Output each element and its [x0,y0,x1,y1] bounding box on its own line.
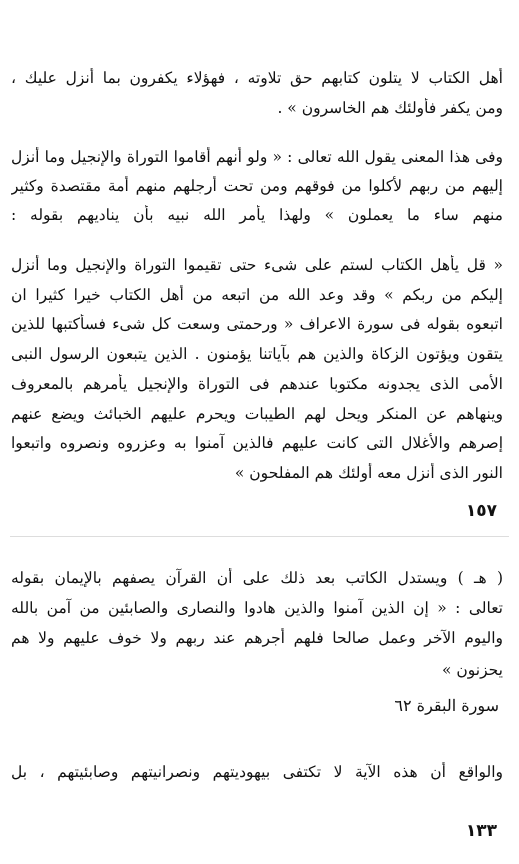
scan-divider [10,536,509,537]
quote-line: الأمى الذى يجدونه مكتوبا عندهم فى التوراة والإنجيل يأمرهم بالمعروف [11,375,503,393]
quote-line: « قل يأهل الكتاب لستم على شىء حتى تقيموا التوراة والإنجيل وما أنزل [11,256,503,274]
quote-line: اتبعوه بقوله فى سورة الاعراف « ورحمتى وسعت كل شىء فسأكتبها للذين [11,315,503,333]
paragraph-line: منهم ساء ما يعملون » ولهذا يأمر الله نبيه بأن يناديهم بقوله : [11,206,503,224]
paragraph-line: ( هـ ) ويستدل الكاتب بعد ذلك على أن القرآن يصفهم بالإيمان بقوله [11,569,503,587]
verse-reference: ١٥٧ [465,501,497,521]
paragraph-line: واليوم الآخر وعمل صالحا فلهم أجرهم عند ربهم ولا خوف عليهم ولا هم [11,629,503,647]
quote-line: يتقون ويؤتون الزكاة والذين هم بآياتنا يؤمنون . الذين يتبعون الرسول النبى [11,345,503,363]
surah-reference: سورة البقرة ٦٢ [394,696,499,715]
paragraph-line: وفى هذا المعنى يقول الله تعالى : « ولو أنهم أقاموا التوراة والإنجيل وما أنزل [11,148,503,166]
quote-line: إليكم من ربكم » وقد وعد الله من اتبعه من أهل الكتاب خيرا كثيرا ان [11,286,503,304]
paragraph-line: تعالى : « إن الذين آمنوا والذين هادوا والنصارى والصابئين من آمن بالله [11,599,503,617]
paragraph-line: يحزنون » [442,661,503,679]
paragraph-line: إليهم من ربهم لأكلوا من فوقهم ومن تحت أرجلهم منهم أمة مقتصدة وكثير [11,177,503,195]
paragraph-line: أهل الكتاب لا يتلون كتابهم حق تلاوته ، فهؤلاء يكفرون بما أنزل عليك ، [11,69,503,87]
quote-line: إصرهم والأغلال التى كانت عليهم فالذين آمنوا به وعزروه ونصروه واتبعوا [11,434,503,452]
page-number: ١٣٣ [465,821,497,841]
quote-line: وينهاهم عن المنكر ويحل لهم الطيبات ويحرم عليهم الخبائث ويضع عنهم [11,405,503,423]
paragraph-line: والواقع أن هذه الآية لا تكتفى بيهوديتهم ونصرانيتهم وصابئيتهم ، بل [11,763,503,781]
paragraph-line: ومن يكفر فأولئك هم الخاسرون » . [277,99,503,117]
quote-line: النور الذى أنزل معه أولئك هم المفلحون » [234,464,503,482]
